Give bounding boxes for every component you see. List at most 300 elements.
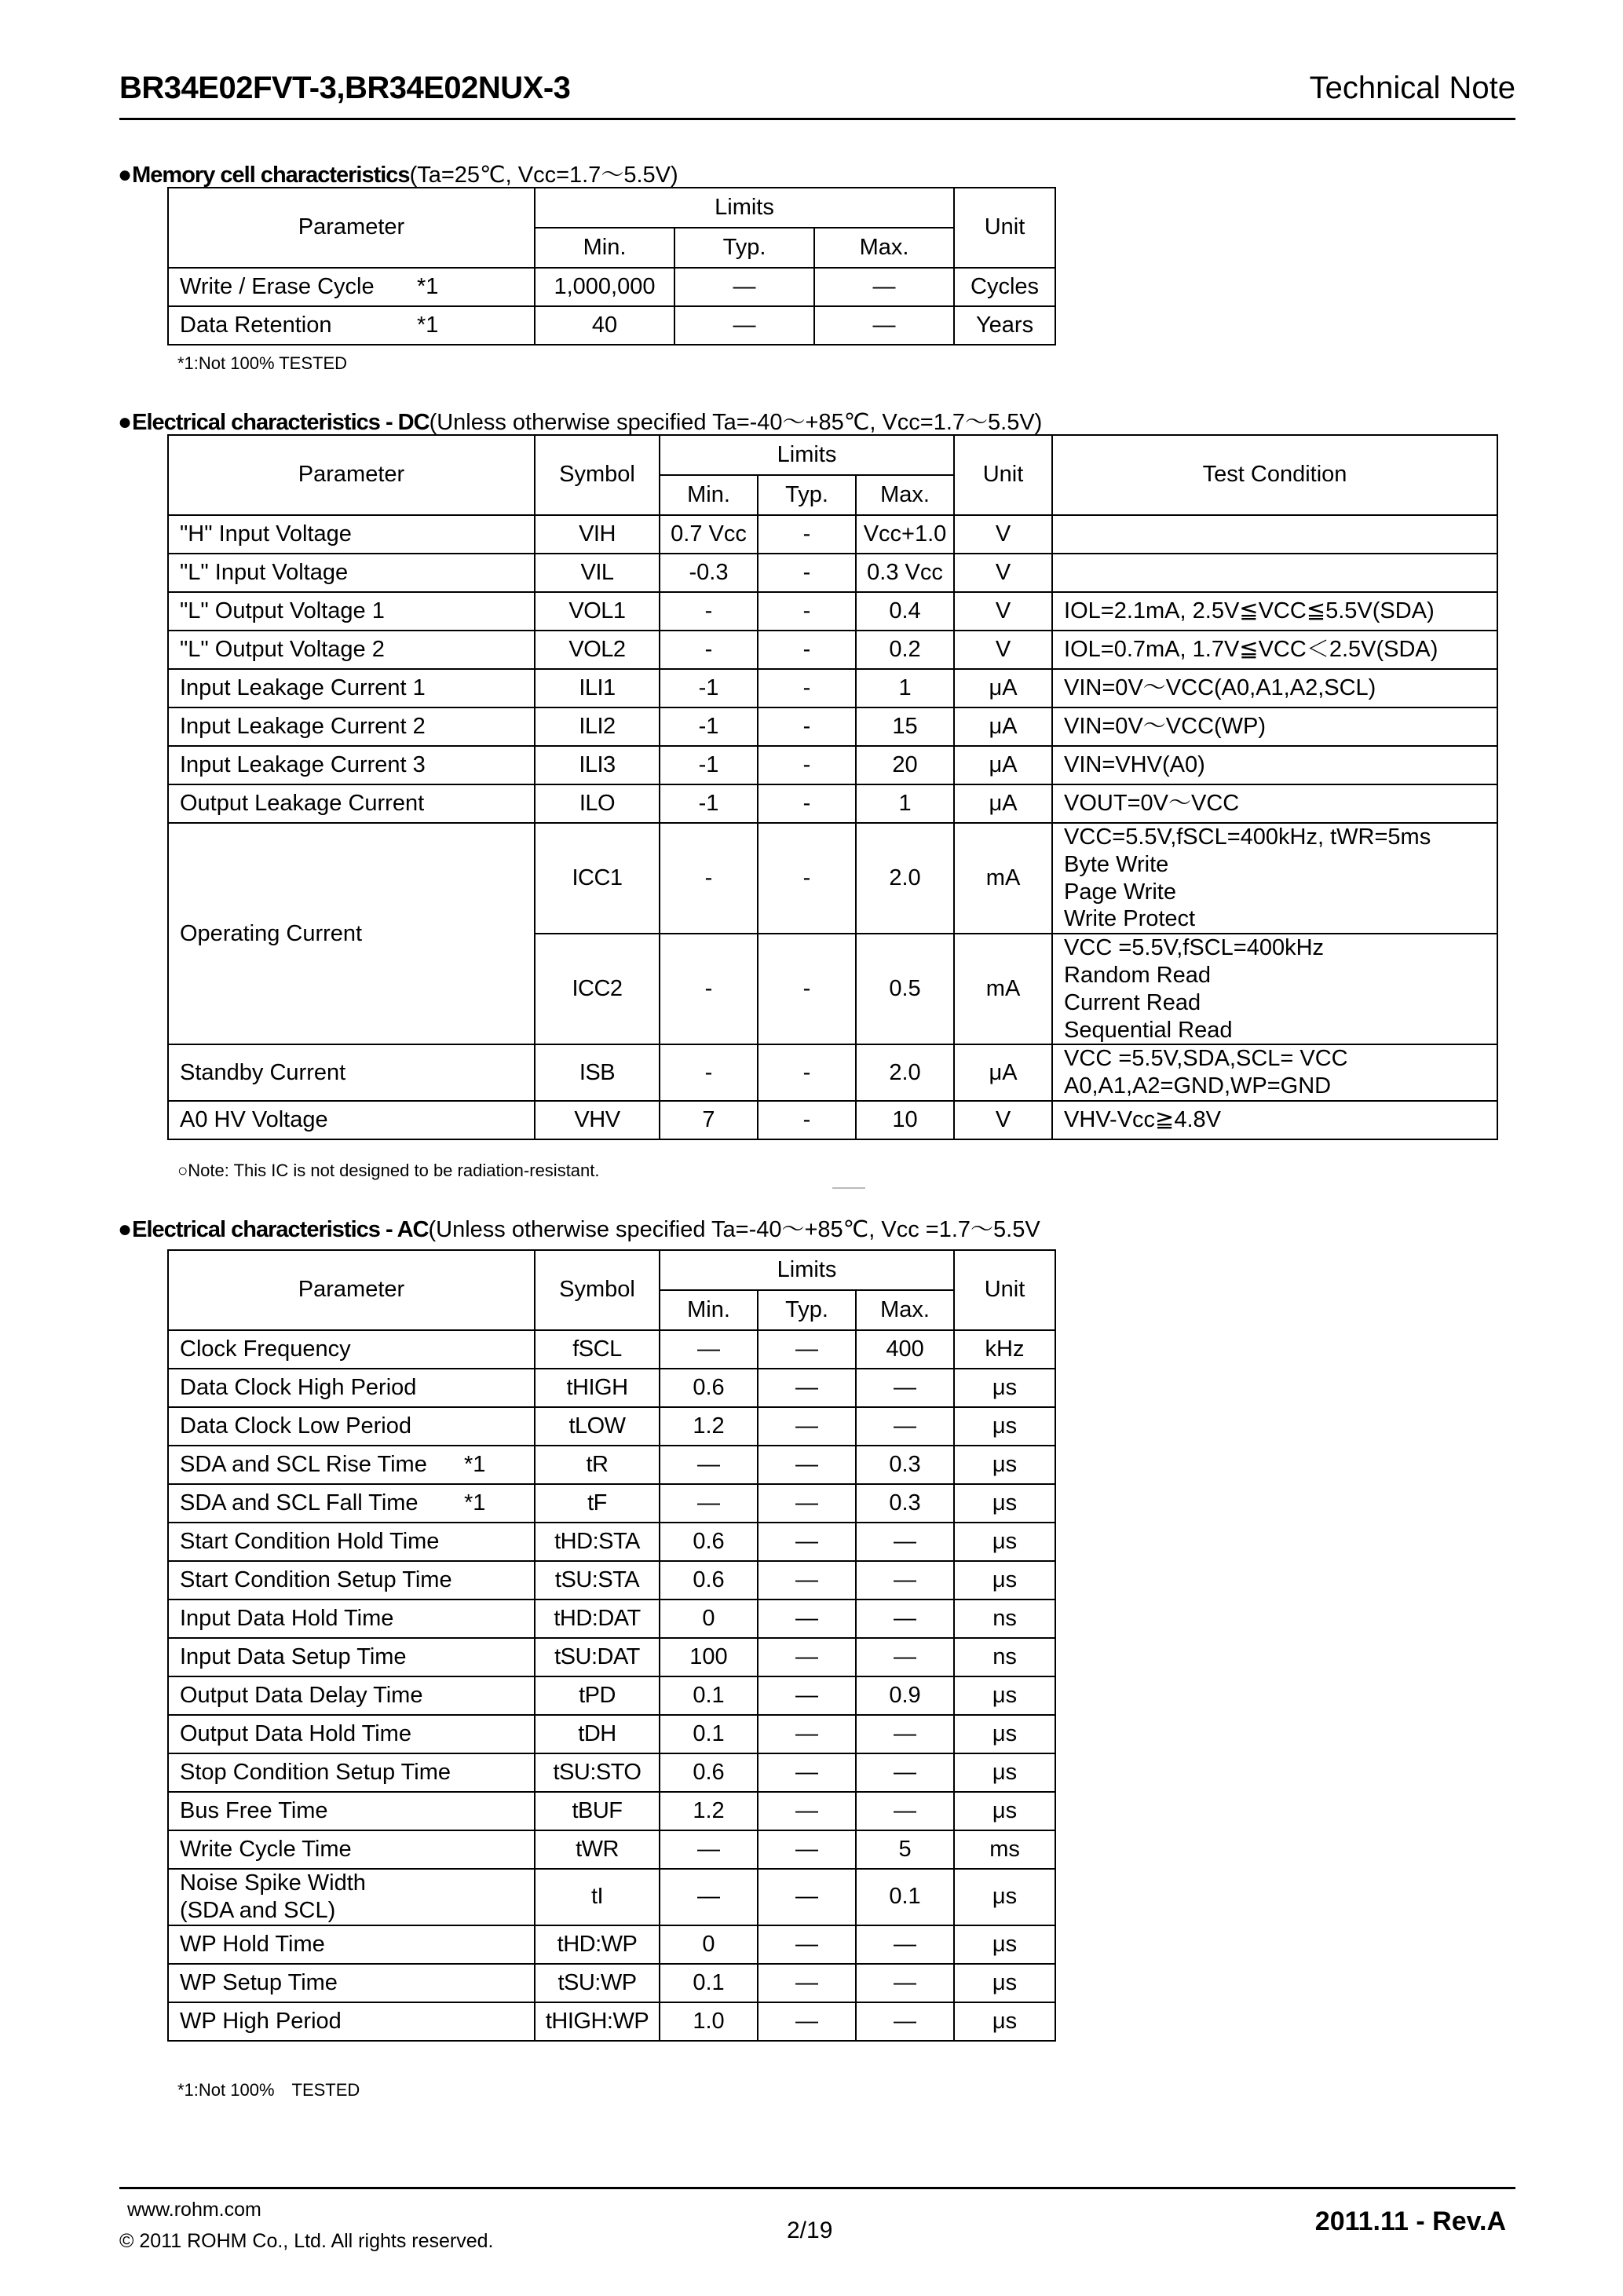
min-cell: 0 (660, 1600, 758, 1638)
typ-cell: - (758, 669, 856, 707)
col-header-parameter: Parameter (168, 1250, 535, 1330)
param-cell: "H" Input Voltage (168, 515, 535, 554)
param-label: Data Clock Low Period (180, 1413, 411, 1439)
min-cell: 0.1 (660, 1715, 758, 1753)
condition-cell: IOL=0.7mA, 1.7V≦VCC＜2.5V(SDA) (1052, 631, 1497, 669)
copyright-text: © 2011 ROHM Co., Ltd. All rights reserved. (119, 2230, 494, 2252)
col-header-min: Min. (660, 475, 758, 515)
param-cell (168, 1676, 535, 1715)
param-cell: Output Leakage Current (168, 784, 535, 823)
param-cell (168, 1523, 535, 1561)
table-row (168, 306, 1055, 345)
footnote-ref: *1 (417, 312, 439, 338)
typ-cell: ― (674, 268, 814, 306)
unit-cell: kHz (954, 1330, 1055, 1369)
footnote-ref: *1 (464, 1451, 486, 1477)
table-row (168, 823, 1497, 934)
min-cell: 100 (660, 1638, 758, 1676)
unit-cell: μs (954, 1446, 1055, 1484)
table-row (168, 1407, 1055, 1446)
typ-cell: ― (758, 1869, 856, 1925)
param-cell: Input Leakage Current 1 (168, 669, 535, 707)
symbol-cell: tBUF (535, 1792, 660, 1830)
param-line: Noise Spike Width (180, 1870, 366, 1896)
col-header-symbol: Symbol (535, 1250, 660, 1330)
memory-title-bold: Memory cell characteristics (132, 163, 410, 188)
symbol-cell: tDH (535, 1715, 660, 1753)
typ-cell: ― (758, 1484, 856, 1523)
col-header-parameter: Parameter (168, 188, 535, 268)
typ-cell: - (758, 784, 856, 823)
param-cell: "L" Input Voltage (168, 554, 535, 592)
col-header-min: Min. (660, 1290, 758, 1330)
table-row (168, 1753, 1055, 1792)
col-header-max: Max. (856, 1290, 954, 1330)
table-row (168, 1523, 1055, 1561)
min-cell: - (660, 592, 758, 631)
condition-cell: VIN=0V～VCC(A0,A1,A2,SCL) (1052, 669, 1497, 707)
memory-title-conditions: (Ta=25℃, Vcc=1.7～5.5V) (409, 163, 678, 188)
symbol-cell: tI (535, 1869, 660, 1925)
unit-cell: μA (954, 784, 1052, 823)
condition-cell: VHV-Vcc≧4.8V (1052, 1101, 1497, 1139)
unit-cell: μs (954, 1869, 1055, 1925)
memory-cell-table (167, 187, 1056, 345)
bullet-icon: ● (118, 162, 133, 188)
typ-cell: ― (674, 306, 814, 345)
table-row (168, 1830, 1055, 1869)
bullet-icon: ● (118, 409, 133, 435)
min-cell: 0.6 (660, 1753, 758, 1792)
table-row (168, 1330, 1055, 1369)
table-row (168, 1101, 1497, 1139)
symbol-cell: tPD (535, 1676, 660, 1715)
typ-cell: ― (758, 1369, 856, 1407)
symbol-cell: ILI2 (535, 707, 660, 746)
unit-cell: μA (954, 669, 1052, 707)
unit-cell: μs (954, 1715, 1055, 1753)
max-cell: ― (856, 1715, 954, 1753)
min-cell: -1 (660, 784, 758, 823)
col-header-limits: Limits (660, 435, 954, 475)
param-label: Start Condition Hold Time (180, 1528, 440, 1554)
ac-footnote: *1:Not 100% TESTED (177, 2080, 360, 2100)
typ-cell: - (758, 746, 856, 784)
param-cell (168, 306, 535, 345)
unit-cell: μs (954, 1523, 1055, 1561)
symbol-cell: VIH (535, 515, 660, 554)
min-cell: ― (660, 1830, 758, 1869)
max-cell: 15 (856, 707, 954, 746)
typ-cell: ― (758, 1830, 856, 1869)
ac-title-bold: Electrical characteristics - AC (132, 1217, 429, 1242)
model-title: BR34E02FVT-3,BR34E02NUX-3 (119, 71, 571, 105)
max-cell: 0.3 (856, 1446, 954, 1484)
table-row (168, 1715, 1055, 1753)
symbol-cell: tR (535, 1446, 660, 1484)
min-cell: 40 (535, 306, 674, 345)
max-cell: ― (856, 2002, 954, 2041)
table-row (168, 784, 1497, 823)
symbol-cell: ISB (535, 1044, 660, 1101)
unit-cell: mA (954, 823, 1052, 934)
unit-cell: V (954, 592, 1052, 631)
symbol-cell: VOL2 (535, 631, 660, 669)
table-row (168, 707, 1497, 746)
min-cell: 0.6 (660, 1561, 758, 1600)
table-row (168, 1676, 1055, 1715)
table-row (168, 1869, 1055, 1925)
max-cell: ― (856, 1638, 954, 1676)
condition-cell: VOUT=0V～VCC (1052, 784, 1497, 823)
max-cell: ― (856, 1964, 954, 2002)
symbol-cell: tSU:DAT (535, 1638, 660, 1676)
min-cell: -1 (660, 746, 758, 784)
col-header-max: Max. (814, 228, 954, 268)
table-row (168, 1638, 1055, 1676)
max-cell: ― (856, 1407, 954, 1446)
unit-cell: μs (954, 1676, 1055, 1715)
param-cell: Standby Current (168, 1044, 535, 1101)
ac-rows (168, 1330, 1055, 1869)
unit-cell: μs (954, 1561, 1055, 1600)
table-row (168, 1600, 1055, 1638)
unit-cell: μs (954, 2002, 1055, 2041)
max-cell: 0.9 (856, 1676, 954, 1715)
param-label: Input Data Setup Time (180, 1643, 407, 1669)
memory-rows (168, 268, 1055, 345)
typ-cell: ― (758, 1676, 856, 1715)
memory-section-title (118, 157, 678, 189)
typ-cell: - (758, 934, 856, 1044)
min-cell: - (660, 1044, 758, 1101)
condition-line: Write Protect (1064, 906, 1196, 932)
unit-cell: V (954, 1101, 1052, 1139)
min-cell: 1.2 (660, 1407, 758, 1446)
unit-cell: μs (954, 1369, 1055, 1407)
param-label: WP Hold Time (180, 1931, 325, 1957)
param-label: Bus Free Time (180, 1797, 328, 1823)
param-cell: "L" Output Voltage 1 (168, 592, 535, 631)
max-cell: 0.1 (856, 1869, 954, 1925)
param-label: Output Data Delay Time (180, 1682, 423, 1708)
symbol-cell: fSCL (535, 1330, 660, 1369)
typ-cell: ― (758, 1446, 856, 1484)
param-cell: Input Leakage Current 2 (168, 707, 535, 746)
min-cell: -1 (660, 669, 758, 707)
col-header-test-condition: Test Condition (1052, 435, 1497, 515)
min-cell: - (660, 823, 758, 934)
symbol-cell: tHIGH:WP (535, 2002, 660, 2041)
unit-cell: μA (954, 707, 1052, 746)
condition-cell (1052, 1044, 1497, 1101)
param-cell (168, 1715, 535, 1753)
param-cell (168, 1830, 535, 1869)
param-cell (168, 268, 535, 306)
max-cell: 0.5 (856, 934, 954, 1044)
param-label: Data Retention (180, 312, 332, 338)
param-label: SDA and SCL Fall Time (180, 1490, 419, 1515)
max-cell: 1 (856, 669, 954, 707)
ac-noise-row (168, 1869, 1055, 1925)
param-label: Write / Erase Cycle (180, 273, 375, 299)
max-cell: ― (856, 1792, 954, 1830)
param-line: (SDA and SCL) (180, 1898, 336, 1923)
param-label: Start Condition Setup Time (180, 1567, 452, 1592)
max-cell: 0.3 Vcc (856, 554, 954, 592)
table-row (168, 1369, 1055, 1407)
col-header-limits: Limits (660, 1250, 954, 1290)
param-cell (168, 2002, 535, 2041)
dc-characteristics-table (167, 434, 1498, 1140)
website-link[interactable]: www.rohm.com (127, 2199, 261, 2221)
param-cell (168, 1869, 535, 1925)
condition-line: Random Read (1064, 962, 1212, 988)
table-row (168, 746, 1497, 784)
typ-cell: - (758, 592, 856, 631)
condition-cell (1052, 934, 1497, 1044)
footnote-ref: *1 (464, 1490, 486, 1515)
max-cell: 400 (856, 1330, 954, 1369)
unit-cell: ns (954, 1638, 1055, 1676)
max-cell: ― (856, 1753, 954, 1792)
min-cell: 0.1 (660, 1676, 758, 1715)
table-row (168, 1044, 1497, 1101)
condition-line: A0,A1,A2=GND,WP=GND (1064, 1073, 1332, 1099)
symbol-cell: tHD:STA (535, 1523, 660, 1561)
min-cell: 0.1 (660, 1964, 758, 2002)
param-cell (168, 1369, 535, 1407)
symbol-cell: tLOW (535, 1407, 660, 1446)
unit-cell: Years (954, 306, 1055, 345)
min-cell: -0.3 (660, 554, 758, 592)
condition-line: Byte Write (1064, 851, 1169, 877)
param-label: Write Cycle Time (180, 1836, 352, 1862)
param-cell: Input Leakage Current 3 (168, 746, 535, 784)
param-cell (168, 1407, 535, 1446)
ac-characteristics-table (167, 1249, 1056, 2042)
min-cell: ― (660, 1869, 758, 1925)
revision-label: 2011.11 - Rev.A (1314, 2206, 1506, 2236)
col-header-typ: Typ. (758, 475, 856, 515)
min-cell: -1 (660, 707, 758, 746)
col-header-typ: Typ. (758, 1290, 856, 1330)
symbol-cell: ILI3 (535, 746, 660, 784)
bullet-icon: ● (118, 1216, 133, 1242)
max-cell: ― (856, 1369, 954, 1407)
param-label: Clock Frequency (180, 1336, 351, 1362)
typ-cell: ― (758, 1964, 856, 2002)
symbol-cell: ILO (535, 784, 660, 823)
footnote-ref: *1 (417, 273, 439, 299)
condition-cell (1052, 554, 1497, 592)
dc-footnote: ○Note: This IC is not designed to be radiation-resistant. (177, 1161, 600, 1180)
condition-cell (1052, 515, 1497, 554)
min-cell: - (660, 934, 758, 1044)
symbol-cell: tHD:WP (535, 1925, 660, 1964)
typ-cell: ― (758, 1561, 856, 1600)
max-cell: 0.3 (856, 1484, 954, 1523)
col-header-limits: Limits (535, 188, 954, 228)
min-cell: 0.7 Vcc (660, 515, 758, 554)
param-label: Data Clock High Period (180, 1374, 417, 1400)
symbol-cell: tSU:STA (535, 1561, 660, 1600)
table-row (168, 631, 1497, 669)
param-cell (168, 1446, 535, 1484)
condition-line: Sequential Read (1064, 1017, 1233, 1043)
symbol-cell: tSU:WP (535, 1964, 660, 2002)
symbol-cell: ILI1 (535, 669, 660, 707)
param-cell: "L" Output Voltage 2 (168, 631, 535, 669)
param-label: Output Data Hold Time (180, 1720, 411, 1746)
table-row (168, 1484, 1055, 1523)
col-header-unit: Unit (954, 188, 1055, 268)
symbol-cell: ICC1 (535, 823, 660, 934)
symbol-cell: VHV (535, 1101, 660, 1139)
page-number: 2/19 (787, 2217, 833, 2243)
param-cell (168, 1792, 535, 1830)
min-cell: ― (660, 1484, 758, 1523)
max-cell: 0.2 (856, 631, 954, 669)
param-cell (168, 1964, 535, 2002)
typ-cell: - (758, 554, 856, 592)
param-cell: A0 HV Voltage (168, 1101, 535, 1139)
typ-cell: - (758, 707, 856, 746)
unit-cell: μs (954, 1792, 1055, 1830)
symbol-cell: tWR (535, 1830, 660, 1869)
typ-cell: ― (758, 1407, 856, 1446)
typ-cell: ― (758, 1925, 856, 1964)
min-cell: 0.6 (660, 1523, 758, 1561)
typ-cell: ― (758, 1792, 856, 1830)
min-cell: ― (660, 1446, 758, 1484)
symbol-cell: ICC2 (535, 934, 660, 1044)
param-label: Input Data Hold Time (180, 1605, 394, 1631)
max-cell: 2.0 (856, 823, 954, 934)
param-cell (168, 1484, 535, 1523)
table-row (168, 268, 1055, 306)
max-cell: 0.4 (856, 592, 954, 631)
table-row (168, 1446, 1055, 1484)
unit-cell: V (954, 631, 1052, 669)
table-row (168, 2002, 1055, 2041)
param-cell (168, 1330, 535, 1369)
param-cell (168, 1600, 535, 1638)
unit-cell: Cycles (954, 268, 1055, 306)
symbol-cell: tSU:STO (535, 1753, 660, 1792)
max-cell: 2.0 (856, 1044, 954, 1101)
unit-cell: μA (954, 1044, 1052, 1101)
min-cell: 0.6 (660, 1369, 758, 1407)
dc-title-bold: Electrical characteristics - DC (132, 410, 430, 435)
symbol-cell: tHIGH (535, 1369, 660, 1407)
table-row (168, 515, 1497, 554)
max-cell: ― (856, 1600, 954, 1638)
col-header-max: Max. (856, 475, 954, 515)
col-header-min: Min. (535, 228, 674, 268)
typ-cell: - (758, 515, 856, 554)
typ-cell: - (758, 1101, 856, 1139)
typ-cell: ― (758, 1715, 856, 1753)
max-cell: ― (856, 1561, 954, 1600)
max-cell: 5 (856, 1830, 954, 1869)
symbol-cell: tHD:DAT (535, 1600, 660, 1638)
typ-cell: ― (758, 1330, 856, 1369)
col-header-typ: Typ. (674, 228, 814, 268)
condition-cell: VIN=VHV(A0) (1052, 746, 1497, 784)
min-cell: 0 (660, 1925, 758, 1964)
dc-title-conditions: (Unless otherwise specified Ta=-40～+85℃, Vcc=1.7～5.5V) (429, 410, 1043, 435)
col-header-unit: Unit (954, 1250, 1055, 1330)
unit-cell: μs (954, 1407, 1055, 1446)
max-cell: ― (856, 1523, 954, 1561)
min-cell: - (660, 631, 758, 669)
typ-cell: ― (758, 1600, 856, 1638)
condition-line: VCC =5.5V,SDA,SCL= VCC (1064, 1046, 1348, 1072)
table-row (168, 1925, 1055, 1964)
ac-wp-rows (168, 1925, 1055, 2041)
symbol-cell: VIL (535, 554, 660, 592)
unit-cell: μs (954, 1964, 1055, 2002)
unit-cell: V (954, 515, 1052, 554)
page-header (119, 64, 1515, 120)
ac-section-title (118, 1212, 1040, 1244)
max-cell: ― (814, 268, 954, 306)
unit-cell: μA (954, 746, 1052, 784)
separator-mark (832, 1187, 865, 1189)
typ-cell: - (758, 1044, 856, 1101)
max-cell: 10 (856, 1101, 954, 1139)
param-cell (168, 1753, 535, 1792)
max-cell: 1 (856, 784, 954, 823)
unit-cell: ms (954, 1830, 1055, 1869)
param-label: WP High Period (180, 2008, 342, 2034)
table-row (168, 592, 1497, 631)
condition-line: Page Write (1064, 879, 1176, 905)
min-cell: 1.0 (660, 2002, 758, 2041)
typ-cell: ― (758, 1638, 856, 1676)
table-row (168, 669, 1497, 707)
param-cell (168, 1925, 535, 1964)
max-cell: ― (814, 306, 954, 345)
dc-rows (168, 515, 1497, 823)
table-row (168, 1561, 1055, 1600)
condition-line: VCC=5.5V,fSCL=400kHz, tWR=5ms (1064, 824, 1431, 850)
unit-cell: mA (954, 934, 1052, 1044)
typ-cell: - (758, 631, 856, 669)
typ-cell: ― (758, 1753, 856, 1792)
typ-cell: - (758, 823, 856, 934)
symbol-cell: tF (535, 1484, 660, 1523)
typ-cell: ― (758, 2002, 856, 2041)
col-header-unit: Unit (954, 435, 1052, 515)
min-cell: 7 (660, 1101, 758, 1139)
param-label: WP Setup Time (180, 1969, 338, 1995)
unit-cell: μs (954, 1753, 1055, 1792)
unit-cell: V (954, 554, 1052, 592)
dc-section-title (118, 404, 1042, 437)
min-cell: ― (660, 1330, 758, 1369)
page-footer (119, 2187, 1515, 2252)
min-cell: 1,000,000 (535, 268, 674, 306)
condition-cell (1052, 823, 1497, 934)
dc-operating-current-rows (168, 823, 1497, 1139)
symbol-cell: VOL1 (535, 592, 660, 631)
table-row (168, 554, 1497, 592)
max-cell: ― (856, 1925, 954, 1964)
memory-footnote: *1:Not 100% TESTED (177, 353, 348, 373)
unit-cell: ns (954, 1600, 1055, 1638)
